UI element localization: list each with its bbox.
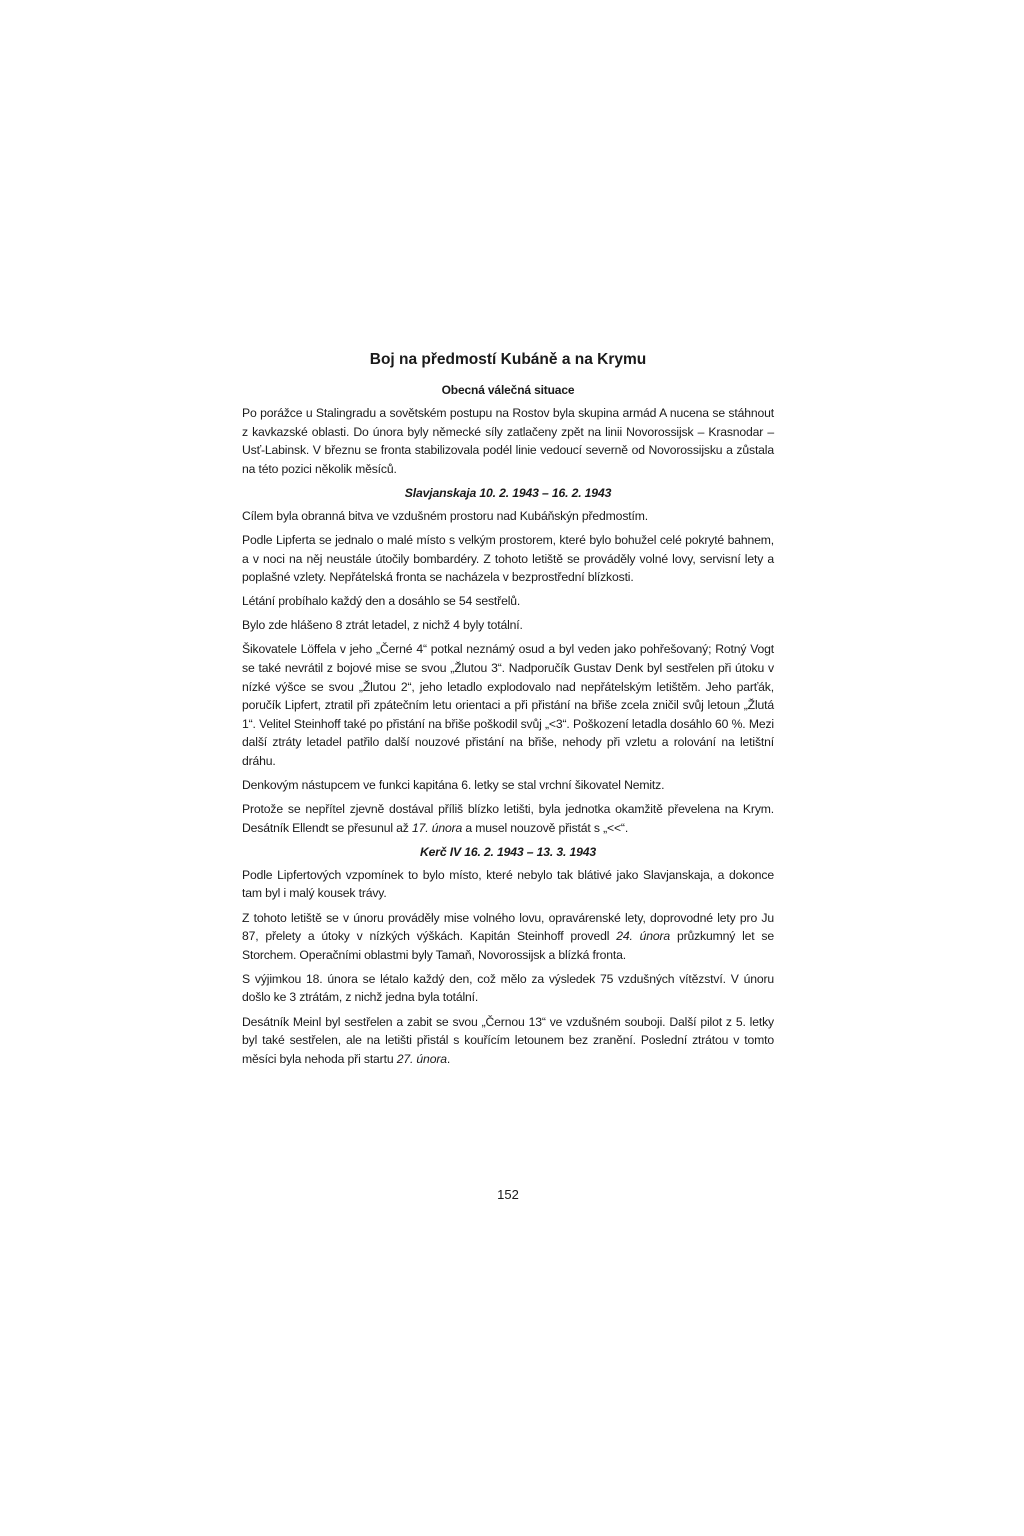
paragraph: Létání probíhalo každý den a dosáhlo se 54 sestřelů. <box>242 594 521 609</box>
section-heading: Obecná válečná situace <box>441 383 575 397</box>
text: Z tohoto letiště se v únoru prováděly mise volného lovu, opravárenské lety, doprovodné lety pro Ju 87, přelety a útoky v nízkých výškách. Kapitán Steinhoff provedl <box>242 910 774 944</box>
section-heading: Kerč IV 16. 2. 1943 – 13. 3. 1943 <box>420 844 596 859</box>
italic-date: 27. února <box>396 1051 447 1066</box>
paragraph: Podle Lipfertových vzpomínek to bylo místo, které nebylo tak blátivé jako Slavjanskaja, a dokonce tam byl i malý kousek trávy. <box>242 867 774 901</box>
page-content <box>242 349 774 1074</box>
paragraph <box>242 909 774 965</box>
section-heading: Slavjanskaja 10. 2. 1943 – 16. 2. 1943 <box>404 485 612 500</box>
paragraph <box>242 800 774 837</box>
paragraph: Denkovým nástupcem ve funkci kapitána 6. letky se stal vrchní šikovatel Nemitz. <box>242 778 665 793</box>
paragraph: Po porážce u Stalingradu a sovětském postupu na Rostov byla skupina armád A nucena se stáhnout z kavkazské oblasti. Do února byly německé síly zatlačeny zpět na linii Novorossijsk – Krasnodar – Usť-Labinsk. V březnu se fronta stabilizovala podél linie vedoucí severně od Novorossijsku a zůstala na této pozici několik měsíců. <box>242 406 774 476</box>
text: a musel nouzově přistát s „<<“. <box>462 820 629 835</box>
paragraph: Cílem byla obranná bitva ve vzdušném prostoru nad Kubáňskýn předmostím. <box>242 508 648 523</box>
page-number: 152 <box>497 1187 519 1202</box>
italic-date: 17. února <box>412 820 463 835</box>
paragraph: Podle Lipferta se jednalo o malé místo s velkým prostorem, které bylo bohužel celé pokryté bahnem, a v noci na něj neustále útočily bombardéry. Z tohoto letiště se prováděly volné lovy, servisní lety a poplašné vzlety. Nepřátelská fronta se nacházela v bezprostřední blízkosti. <box>242 532 774 585</box>
text: průzkumný let se Storchem. Operačními oblastmi byly Tamaň, Novorossijsk a blízká fronta. <box>242 929 774 962</box>
paragraph: Šikovatele Löffela v jeho „Černé 4“ potkal neznámý osud a byl veden jako pohřešovaný; Rotný Vogt se také nevrátil z bojové mise se svou „Žlutou 3“. Nadporučík Gustav Denk byl sestřelen při útoku v nízké výšce se svou „Žlutou 2“, jeho letadlo explodovalo nad nepřátelským letištěm. Jeho parťák, poručík Lipfert, ztratil při zpátečním letu orientaci a při přistání na břiše zcela zničil svůj letoun „Žlutá 1“. Velitel Steinhoff také po přistání na břiše poškodil svůj „<3“. Poškození letadla dosáhlo 60 %. Mezi další ztráty letadel patřilo další nouzové přistání na břiše, nehody při vzletu a rolování na letištní dráhu. <box>242 642 774 768</box>
text: . <box>446 1051 451 1066</box>
paragraph: S výjimkou 18. února se létalo každý den, což mělo za výsledek 75 vzdušných vítězství. V únoru došlo ke 3 ztrátám, z nichž jedna byla totální. <box>242 971 774 1005</box>
paragraph: Bylo zde hlášeno 8 ztrát letadel, z nichž 4 byly totální. <box>242 618 523 633</box>
italic-date: 24. února <box>616 929 671 944</box>
paragraph <box>242 1013 774 1069</box>
chapter-title: Boj na předmostí Kubáně a na Krymu <box>369 351 647 368</box>
text: Protože se nepřítel zjevně dostával příliš blízko letišti, byla jednotka okamžitě převelena na Krym. Desátník Ellendt se přesunul až <box>242 802 774 835</box>
text: Desátník Meinl byl sestřelen a zabit se svou „Černou 13“ ve vzdušném souboji. Další pilot z 5. letky byl také sestřelen, ale na letišti přistál s kouřícím letounem bez zranění. Poslední ztrátou v tomto měsíci byla nehoda při startu <box>242 1014 774 1066</box>
